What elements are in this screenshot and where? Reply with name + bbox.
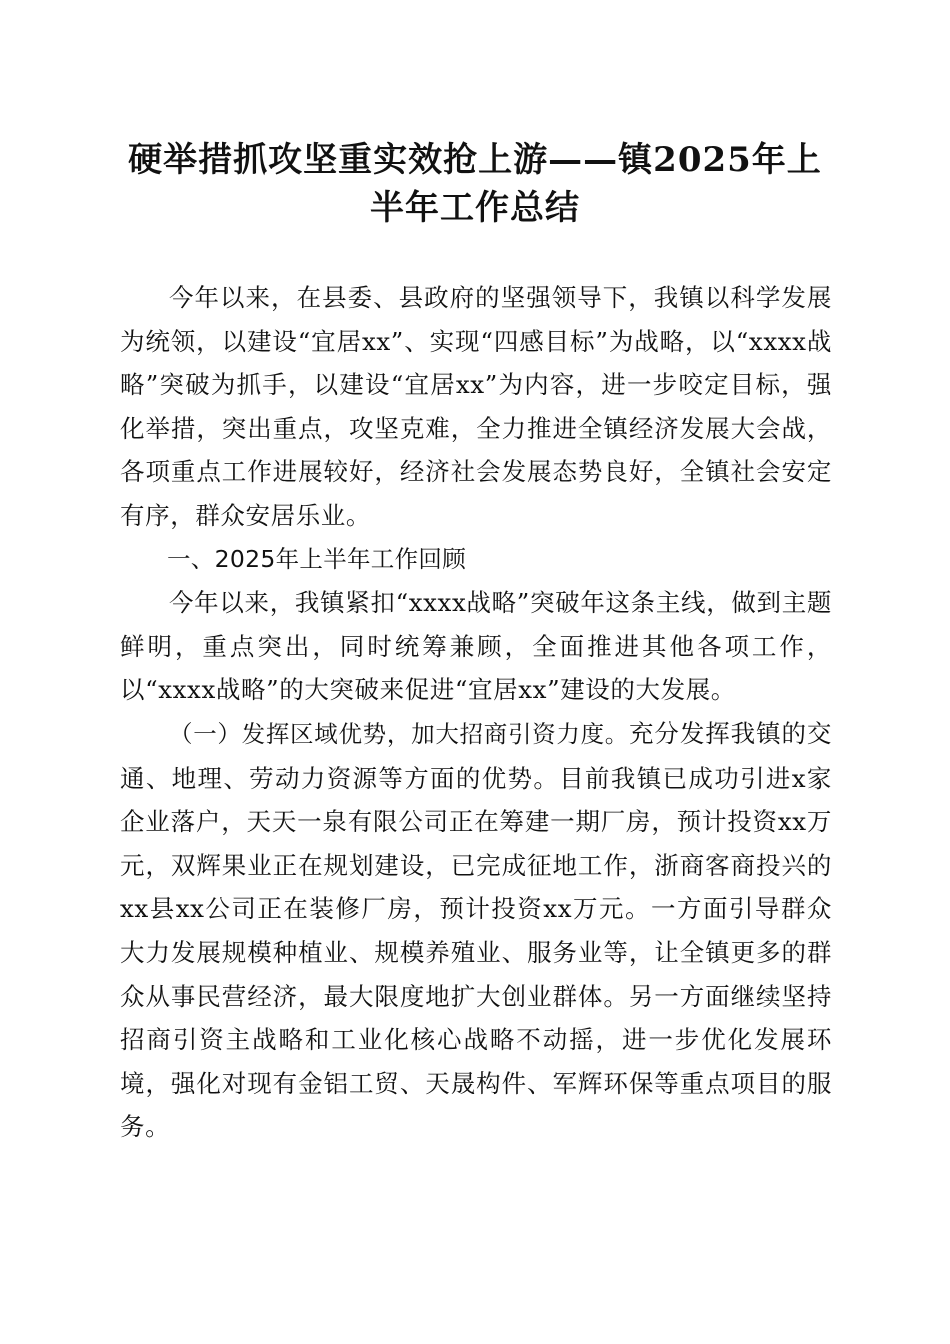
document-title <box>110 136 840 232</box>
document-body <box>120 276 832 1149</box>
title-line-1: 硬举措抓攻坚重实效抢上游——镇2025年上 <box>128 140 822 180</box>
subsection-body: 充分发挥我镇的交通、地理、劳动力资源等方面的优势。目前我镇已成功引进x家企业落户，天天一泉有限公司正在筹建一期厂房，预计投资xx万元，双辉果业正在规划建设，已完成征地工作，浙商客商投兴的xx县xx公司正在装修厂房，预计投资xx万元。一方面引导群众大力发展规模种植业、规模养殖业、服务业等，让全镇更多的群众从事民营经济，最大限度地扩大创业群体。另一方面继续坚持招商引资主战略和工业化核心战略不动摇，进一步优化发展环境，强化对现有金铝工贸、天晟构件、军辉环保等重点项目的服务。 <box>120 718 832 1142</box>
section-intro-paragraph: 今年以来，我镇紧扣“xxxx战略”突破年这条主线，做到主题鲜明，重点突出，同时统筹兼顾，全面推进其他各项工作，以“xxxx战略”的大突破来促进“宜居xx”建设的大发展。 <box>120 588 832 705</box>
subsection-lead: （一）发挥区域优势，加大招商引资力度。 <box>169 719 630 748</box>
subsection-paragraph <box>120 712 832 1149</box>
section-heading: 一、2025年上半年工作回顾 <box>167 544 467 573</box>
intro-paragraph: 今年以来，在县委、县政府的坚强领导下，我镇以科学发展为统领，以建设“宜居xx”、实现“四感目标”为战略，以“xxxx战略”突破为抓手，以建设“宜居xx”为内容，进一步咬定目标，强化举措，突出重点，攻坚克难，全力推进全镇经济发展大会战，各项重点工作进展较好，经济社会发展态势良好，全镇社会安定有序，群众安居乐业。 <box>120 283 832 530</box>
title-line-2: 半年工作总结 <box>370 188 580 228</box>
